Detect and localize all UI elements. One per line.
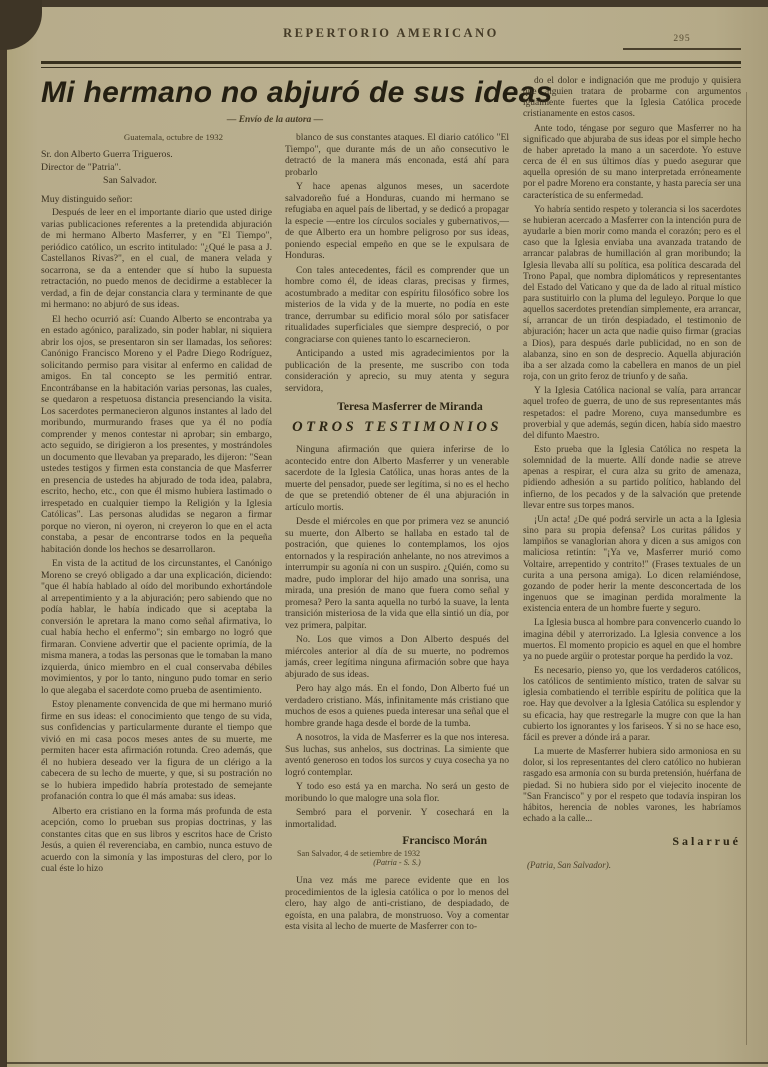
letter-address: [41, 148, 272, 187]
paragraph: Y la Iglesia Católica nacional se valía, para arrancar aquel trofeo de guerra, de uno de sus representantes más respetados: el padre Moreno, cuya mansedumbre es proverbial y que además, según dicen, había sido maestro del difunto Maestro.: [523, 386, 741, 441]
paragraph: A nosotros, la vida de Masferrer es la que nos interesa. Sus luchas, sus anhelos, sus doctrinas. La simiente que aventó generoso en todos los surcos y cuya cosecha ya no logró contemplar.: [285, 732, 509, 778]
scan-corner-shadow: [0, 0, 42, 50]
paragraph: Con tales antecedentes, fácil es comprender que un hombre como él, de ideas claras, precisas y firmes, acostumbrado a meditar con espíritu filosófico sobre los misterios de la vida y de la muerte, no podía en este trance, derrumbar su edificio moral sólo por satisfacer ritualidades superficiales que siempre despreció, o por congraciarse con quienes tanto lo escarnecieron.: [285, 264, 509, 345]
address-line: Sr. don Alberto Guerra Trigueros.: [41, 149, 173, 160]
paragraph: En vista de la actitud de los circunstantes, el Canónigo Moreno se creyó obligado a dar una explicación, diciendo: "que él había hablado al oído del moribundo exhortándole al arrepentimiento y a la abjuración; pero sabiendo que no podía hablar, le había indicado que si aceptaba la conversión le apretara la mano como señal afirmativa, lo cual había hecho el enfermo"; sin embargo no logró que firmaran. Conviene advertir que el paciente oprimía, de la misma manera, a todas las personas que le tomaban la mano izquierda, único miembro en el cual conservaba débiles movimientos, y por lo tanto, ninguno pudo tomar en serio lo que alegaba el sacerdote como prueba de asentimiento.: [41, 558, 272, 696]
paragraph: Ante todo, téngase por seguro que Masferrer no ha significado que abjuraba de sus ideas por el simple hecho de haber apretado la mano a un sacerdote. Yo estuve cerca de él en sus últimos días y puedo asegurar que aquella opresión de su mano interpretada erróneamente por el padre Moreno era constante, y hasta parecía ser una característica de su enfermedad.: [523, 123, 741, 201]
signature-teresa-masferrer: Teresa Masferrer de Miranda: [337, 401, 483, 413]
paragraph: Después de leer en el importante diario que usted dirige varias publicaciones referentes a la pretendida abjuración de mi hermano Alberto Masferrer, y en "El Tiempo", periódico católico, un escrito intitulado: "¿Qué le pasa a J. Castellanos Rivas?", en el cual, de manera velada y socarrona, se da a entender que sí hubo la supuesta retractación, no puedo menos de decidirme a establecer la verdad, a fin de dejar constancia clara y terminante de que mi hermano: no abjuró de sus ideas.: [41, 207, 272, 310]
address-line: San Salvador.: [103, 175, 157, 186]
paragraph: El hecho ocurrió así: Cuando Alberto se encontraba ya en estado agónico, paralizado, sin poder hablar, ni siquiera abrir los ojos, se presentaron sin ser llamadas, los señores: Canónigo Francisco Moreno y el Padre Diego Rodríguez, solicitando permiso para visitar al enfermo en calidad de amigos. En tal concepto se les permitió entrar. Encontrábanse en la habitación varias personas, las cuales, se quedaron a respetuosa distancia presenciando la visita. Los sacerdotes permanecieron algunos instantes al lado del moribundo, murmurando frases que ya él no podía comprender y menos contestar ni aprobar; sin embargo, acto seguido, se dirigieron a los presentes, y mostrándoles un documento que llevaban ya preparado, les dijeron: "Sean ustedes testigos y firmen esta constancia de que Masferrer en presencia de ustedes ha abjurado de toda idea, palabra, escrito, hecho, etc., con que él mismo hubiera lastimado o irrespetado en cualquier tiempo la Religión y la Iglesia Católicas". Las personas aludidas se negaron a firmar porque no vieron, ni oyeron, ni creyeron lo que en el acta constaba, a pesar de encontrarse todos en la pequeña habitación donde los hechos se desarrollaron.: [41, 313, 272, 555]
paragraph: Pero hay algo más. En el fondo, Don Alberto fué un verdadero cristiano. Más, infinitamente más cristiano que muchos de esos a quienes pueda interesar una señal que el hombre grande haga desde el borde de la tumba.: [285, 683, 509, 729]
article-title-block: [41, 72, 553, 125]
masthead-rule: [41, 61, 741, 68]
letter-salutation: Muy distinguido señor:: [41, 194, 133, 205]
masthead: [41, 26, 741, 52]
paragraph: No. Los que vimos a Don Alberto después del miércoles anterior al día de su muerte, no podremos jamás, creer legítima ninguna afirmación sobre que haya abjurado de sus ideas.: [285, 634, 509, 680]
article-subtitle: — Envío de la autora —: [226, 115, 324, 125]
page-content: [41, 26, 741, 936]
scan-edge-bottom: [6, 1062, 768, 1064]
paragraph: Una vez más me parece evidente que en los procedimientos de la iglesia católica o por lo menos del clero, hay algo de anti-cristiano, de despiadado, de egoísta, en una palabra, de monstruoso. Voy a comentar esta visita al lecho de muerte de Masferrer con to-: [285, 875, 509, 932]
testimonio-dateline: San Salvador, 4 de setiembre de 1932: [297, 849, 421, 858]
paragraph: ¡Un acta! ¿De qué podrá servirle un acta a la Iglesia sino para su propia defensa? Los curitas pálidos y lampiños se vanaglorian ahora y dicen a sus amigos con maliciosa retintín: "¡Ya ve, Masferrer murió como Voltaire, arrepentido y contrito!" (Frases textuales de un curita a una persona amiga). Lo dicen relamiéndose, gozando de poder herir la mente desconcertada de los ingenuos que se imaginan perdida moralmente la existencia entera de un hombre fuerte y seguro.: [523, 514, 741, 615]
journal-title: REPERTORIO AMERICANO: [283, 26, 499, 40]
paragraph: Anticipando a usted mis agradecimientos por la publicación de la presente, me suscribo con toda consideración y aprecio, su muy atenta y segura servidora,: [285, 348, 509, 394]
signature-salarrue: Salarrué: [672, 834, 741, 849]
address-line: Director de "Patria".: [41, 162, 122, 173]
paragraph: Sembró para el porvenir. Y cosechará en la inmortalidad.: [285, 807, 509, 830]
paragraph: La muerte de Masferrer hubiera sido armoniosa en su dolor, si los representantes del clero católico no hubieran rasgado esa armonía con su burda pretensión, huérfana de piedad. Si no hubiera sido por el viejecito inocente de "San Francisco" y por el respeto que todavía inspiran los hábitos, herencia de nobles varones, les habríamos echado a la calle...: [523, 747, 741, 824]
paragraph: blanco de sus constantes ataques. El diario católico "El Tiempo", que durante más de un año consecutivo le detractó de la manera más enconada, está ahí para probarlo: [285, 132, 509, 178]
article-title: Mi hermano no abjuró de sus ideas: [41, 76, 553, 109]
paragraph: Estoy plenamente convencida de que mi hermano murió firme en sus ideas: el conocimiento que tengo de su vida, sus confidencias y particularmente durante el tiempo que vivió en mi casa pocos meses antes de su muerte, me permiten hacer esta afirmación rotunda. Creo además, que él no hubiera deseado ver la figura de un clérigo a la cabecera de su lecho de muerte, y que, si su postración no se lo hubiera impedido habría protestado de semejante profanación contra lo que él más amaba: sus ideas.: [41, 699, 272, 802]
paragraph: Es necesario, pienso yo, que los verdaderos católicos, los católicos de sentimiento místico, traten de salvar su iglesia combatiendo el terrible espíritu de política que la roe. Hay que devolver a la Iglesia Católica su esplendor y su eficacia, hay que restregarle la mugre con que la han cubierto los ignorantes y los fariseos. Y si no se hace eso, fácil es prever a dónde irá a parar.: [523, 665, 741, 743]
source-note: (Patria - S. S.): [373, 858, 421, 867]
paragraph: Yo habría sentido respeto y tolerancia si los sacerdotes se hubieran acercado a Masferrer con la intención pura de ayudarle a bien morir como manda el corazón; pero es el caso que la Iglesia enviaba una avanzada tratando de arrancar palabras de humillación al gran moribundo; la Iglesia llevaba allí su política, esa política descarada del Trono Papal, que nombra diplomáticos y representantes del Estado del Vaticano y que da de lado al ritual místico para sustituirlo con la pluma del leguleyo. Porque lo que aquellos sacerdotes pretendían simplemente, era arrancar, sí, arrancar de un tirón despiadado, el testimonio de abjuración; hacer un acta que nadie quiso firmar (gracias a Dios), para después darle publicidad, no en son de alabanza, sino en son de desprecio. Aquella abjuración iba a ser alzada como la cabellera en manos de un piel roja, con un grito feroz de triunfo y de saña.: [523, 204, 741, 383]
page-number: 295: [673, 34, 691, 44]
page-crease: [746, 92, 747, 1045]
column-3: [523, 72, 741, 936]
page-number-block: [623, 28, 741, 50]
paragraph: do el dolor e indignación que me produjo y quisiera que alguien tratara de probarme con argumentos igualmente fuertes que la Iglesia Católica procede cristianamente en estos casos.: [523, 76, 741, 120]
column-2: [285, 132, 509, 936]
paragraph: Y hace apenas algunos meses, un sacerdote salvadoreño fué a Honduras, cuando mi hermano se refugiaba en aquel país de libertad, y se dedicó a propagar la especie —entre los círculos sociales y gubernativos,— de que Alberto era un hombre peligroso por sus ideas, poniendo especial empeño en que se le expulsara de Honduras.: [285, 181, 509, 261]
body-columns: [41, 72, 741, 936]
letter-dateline: Guatemala, octubre de 1932: [123, 132, 224, 142]
scan-edge-top: [0, 0, 768, 7]
left-section: [41, 72, 553, 936]
letter-columns: [41, 132, 509, 936]
paragraph: Y todo eso está ya en marcha. No será un gesto de moribundo lo que malogre una sola flor.: [285, 781, 509, 804]
section-heading-otros-testimonios: OTROS TESTIMONIOS: [292, 419, 502, 435]
paragraph: Esto prueba que la Iglesia Católica no respeta la solemnidad de la muerte. Allí donde nadie se atreve apenas a respirar, el cura alza su grito de amenaza, pidiendo adhesión a su partido político, hablando del infierno, de los pecados y de la salvación que pretende llevar entre sus torpes manos.: [523, 445, 741, 511]
source-note: (Patria, San Salvador).: [527, 860, 611, 871]
paragraph: Alberto era cristiano en la forma más profunda de esta acepción, como lo prueban sus propias doctrinas, y las constantes citas que en sus libros y escritos hace de Cristo Jesús, a quien él reverenciaba, en cambio, nunca estuvo de acuerdo con la simonía y las imposturas del clero, por lo cual éste lo hizo: [41, 805, 272, 874]
column-1: [41, 132, 272, 936]
scan-edge-left: [0, 0, 7, 1067]
paragraph: Desde el miércoles en que por primera vez se anunció su muerte, don Alberto se hallaba en estado tal de postración, que quienes lo contemplamos, los ojos entornados y la respiración anhelante, no nos atrevimos a interrumpir su agonía ni con un suspiro. ¿Quién, como su madre, pudo implorar del hijo amado una sonrisa, una mirada, una presión de mano que fuera como señal y promesa? Pero la santa aquella no turbó la suave, la lenta transición misteriosa de la vida que ella sintió un día, por vez primera, palpitar.: [285, 516, 509, 631]
signature-francisco-moran: Francisco Morán: [402, 835, 487, 847]
paragraph: Ninguna afirmación que quiera inferirse de lo acontecido entre don Alberto Masferrer y un venerable sacerdote de la Iglesia Católica, unas horas antes de la muerte del pensador, puede ser legítima, si no es el hecho de que se pretendió obtener de él una abjuración in artículo mortis.: [285, 444, 509, 513]
paragraph: La Iglesia busca al hombre para convencerlo cuando lo imagina débil y aterrorizado. La Iglesia convence a los muertos. El momento propicio es aquel en que el hombre ya no puede argüir o protestar porque ha perdido la voz.: [523, 618, 741, 662]
